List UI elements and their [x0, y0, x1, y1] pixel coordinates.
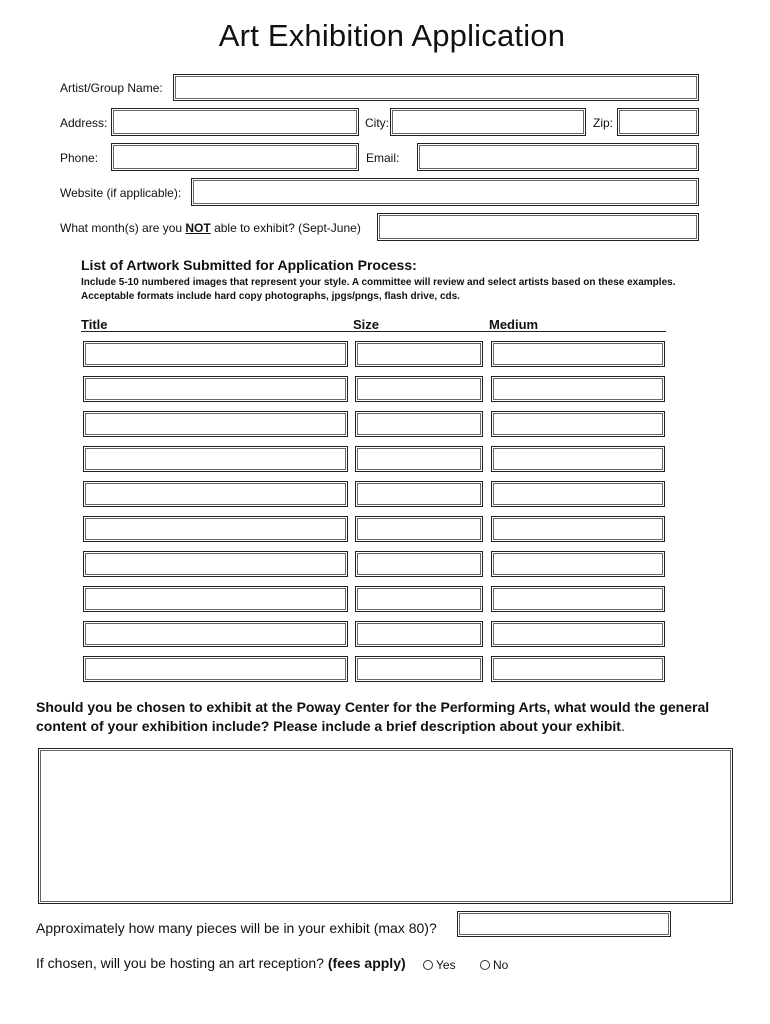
artwork-title-input[interactable] [83, 656, 348, 682]
artwork-list-heading: List of Artwork Submitted for Application Process: [81, 257, 417, 273]
artwork-size-input[interactable] [355, 481, 483, 507]
email-label: Email: [366, 151, 400, 165]
artwork-medium-input[interactable] [491, 341, 665, 367]
phone-label: Phone: [60, 151, 99, 165]
column-header-size: Size [353, 317, 380, 332]
artwork-title-input[interactable] [83, 586, 348, 612]
address-label: Address: [60, 116, 108, 130]
artwork-size-input[interactable] [355, 516, 483, 542]
artwork-size-input[interactable] [355, 551, 483, 577]
artwork-medium-input[interactable] [491, 376, 665, 402]
artwork-title-input[interactable] [83, 376, 348, 402]
artwork-title-input[interactable] [83, 481, 348, 507]
months-input[interactable] [377, 213, 699, 241]
months-emphasis: NOT [185, 221, 211, 235]
artwork-medium-input[interactable] [491, 446, 665, 472]
website-label: Website (if applicable): [60, 186, 182, 200]
artwork-title-input[interactable] [83, 551, 348, 577]
artist-name-label: Artist/Group Name: [60, 81, 163, 95]
zip-input[interactable] [617, 108, 699, 136]
exhibit-question: Should you be chosen to exhibit at the Poway Center for the Performing Arts, what would the general content of your exhibition include? Please include a brief description about your exhibit. [36, 699, 710, 734]
column-header-underline [81, 331, 666, 332]
artwork-medium-input[interactable] [491, 411, 665, 437]
phone-input[interactable] [111, 143, 359, 171]
artwork-size-input[interactable] [355, 656, 483, 682]
exhibit-description-textarea[interactable] [38, 748, 733, 904]
column-header-medium: Medium [489, 317, 539, 332]
website-input[interactable] [191, 178, 699, 206]
city-input[interactable] [390, 108, 586, 136]
reception-yes-label: Yes [436, 958, 456, 972]
artwork-medium-input[interactable] [491, 656, 665, 682]
artist-name-input[interactable] [173, 74, 699, 101]
column-header-title: Title [81, 317, 108, 332]
artwork-size-input[interactable] [355, 376, 483, 402]
artwork-size-input[interactable] [355, 586, 483, 612]
city-label: City: [365, 116, 389, 130]
reception-no-radio[interactable] [480, 960, 490, 970]
reception-question: If chosen, will you be hosting an art reception? (fees apply) [36, 955, 406, 971]
zip-label: Zip: [593, 116, 614, 130]
artwork-title-input[interactable] [83, 516, 348, 542]
months-label: What month(s) are you NOT able to exhibit? (Sept-June) [60, 221, 361, 235]
address-input[interactable] [111, 108, 359, 136]
artwork-title-input[interactable] [83, 446, 348, 472]
reception-yes-radio[interactable] [423, 960, 433, 970]
artwork-title-input[interactable] [83, 621, 348, 647]
artwork-medium-input[interactable] [491, 586, 665, 612]
pieces-count-input[interactable] [457, 911, 671, 937]
artwork-size-input[interactable] [355, 411, 483, 437]
artwork-medium-input[interactable] [491, 516, 665, 542]
artwork-medium-input[interactable] [491, 621, 665, 647]
artwork-medium-input[interactable] [491, 551, 665, 577]
artwork-medium-input[interactable] [491, 481, 665, 507]
artwork-size-input[interactable] [355, 621, 483, 647]
form-title: Art Exhibition Application [218, 18, 566, 53]
pieces-question: Approximately how many pieces will be in your exhibit (max 80)? [36, 920, 437, 936]
reception-no-label: No [493, 958, 509, 972]
artwork-size-input[interactable] [355, 341, 483, 367]
email-input[interactable] [417, 143, 699, 171]
artwork-size-input[interactable] [355, 446, 483, 472]
artwork-list-instructions: Include 5-10 numbered images that represent your style. A committee will review and select artists based on these examples. Acceptable formats include hard copy photographs, jpgs/pngs, flash drive, cds. [81, 277, 676, 302]
artwork-title-input[interactable] [83, 341, 348, 367]
artwork-title-input[interactable] [83, 411, 348, 437]
